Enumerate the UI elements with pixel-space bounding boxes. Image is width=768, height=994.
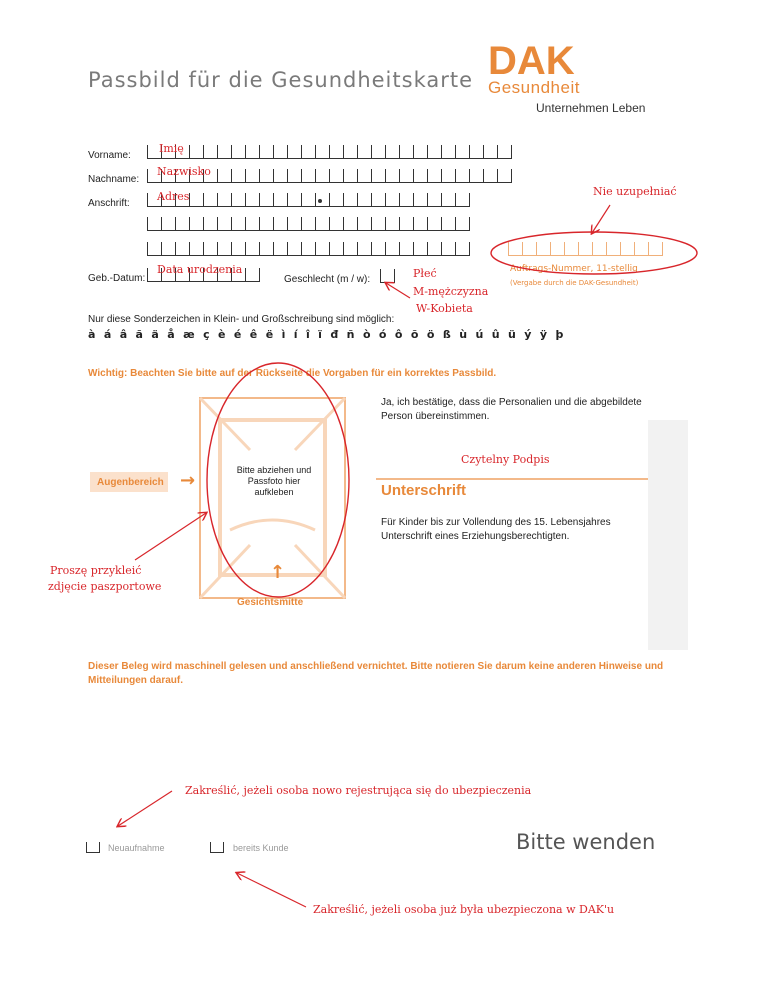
- nie-uzupelniac-ellipse: [491, 232, 697, 274]
- annotation-nie-uzupelniac: Nie uzupełniać: [593, 185, 677, 198]
- photo-ellipse: [207, 363, 349, 597]
- annotation-zdjecie-1: Proszę przykleić: [50, 564, 142, 577]
- neuaufnahme-label: Neuaufnahme: [108, 843, 165, 853]
- bitte-wenden: Bitte wenden: [516, 830, 656, 854]
- arrow-nie-uzupelniac-icon: [592, 205, 610, 233]
- annotation-w: W-Kobieta: [416, 302, 473, 315]
- confirm-text: Ja, ich bestätige, dass die Personalien und die abgebildete Person übereinstimmen.: [381, 397, 642, 422]
- arrow-zdjecie-icon: [135, 513, 206, 560]
- notice-text: Dieser Beleg wird maschinell gelesen und anschließend vernichtet. Bitte notieren Sie darum keine anderen Hinweise und Mitteilungen darauf.: [88, 661, 664, 686]
- annotation-m: M-mężczyzna: [413, 285, 489, 298]
- annotation-adres: Adres: [157, 190, 190, 203]
- photo-instruction: Bitte abziehen und Passfoto hier aufkleben: [236, 465, 312, 497]
- sonderzeichen-chars: à á â ã ä å æ ç è é ê ë ì í î ï đ ñ ò ó ô õ ö ß ù ú û ü ý ÿ þ: [88, 328, 566, 341]
- annotation-nowo: Zakreślić, jeżeli osoba nowo rejestrująca się do ubezpieczenia: [185, 784, 532, 797]
- nachname-label: Nachname:: [88, 174, 140, 185]
- vorname-label: Vorname:: [88, 150, 131, 161]
- gesichtsmitte-label: Gesichtsmitte: [237, 597, 304, 608]
- wichtig-text: Wichtig: Beachten Sie bitte auf der Rückseite die Vorgaben für ein korrektes Passbild.: [88, 368, 497, 379]
- arrow-juz-icon: [237, 873, 306, 907]
- geb-datum-label: Geb.-Datum:: [88, 273, 146, 284]
- arrow-plec-icon: [386, 283, 410, 298]
- annotation-nazwisko: Nazwisko: [157, 165, 211, 178]
- geschlecht-label: Geschlecht (m / w):: [284, 274, 371, 285]
- sonderzeichen-label: Nur diese Sonderzeichen in Klein- und Großschreibung sind möglich:: [88, 314, 395, 325]
- logo-main-text: DAK: [488, 40, 575, 80]
- annotation-zdjecie-2: zdjęcie paszportowe: [48, 580, 162, 593]
- annotation-plec: Płeć: [413, 267, 437, 280]
- auftrag-label: Auftrags-Nummer, 11-stellig: [510, 264, 638, 274]
- annotation-juz: Zakreślić, jeżeli osoba już była ubezpieczona w DAK'u: [313, 903, 615, 916]
- bereits-kunde-label: bereits Kunde: [233, 843, 289, 853]
- annotation-podpis: Czytelny Podpis: [461, 453, 550, 466]
- augenbereich-label: Augenbereich: [97, 477, 164, 488]
- arrow-up-icon: ↑: [270, 562, 286, 583]
- arrow-right-icon: →: [180, 470, 196, 491]
- kinder-text: Für Kinder bis zur Vollendung des 15. Lebensjahres Unterschrift eines Erziehungsberechtigten.: [381, 517, 611, 542]
- anschrift-label: Anschrift:: [88, 198, 130, 209]
- annotation-data-urodzenia: Data urodzenia: [157, 263, 243, 276]
- arrow-nowo-icon: [118, 791, 172, 826]
- logo-tagline: Unternehmen Leben: [536, 101, 646, 115]
- auftrag-sub: (Vergabe durch die DAK-Gesundheit): [510, 279, 639, 287]
- page-title: Passbild für die Gesundheitskarte: [88, 68, 474, 92]
- annotation-imie: Imię: [159, 142, 184, 155]
- logo-sub: Gesundheit: [488, 78, 580, 97]
- unterschrift-heading: Unterschrift: [381, 482, 467, 499]
